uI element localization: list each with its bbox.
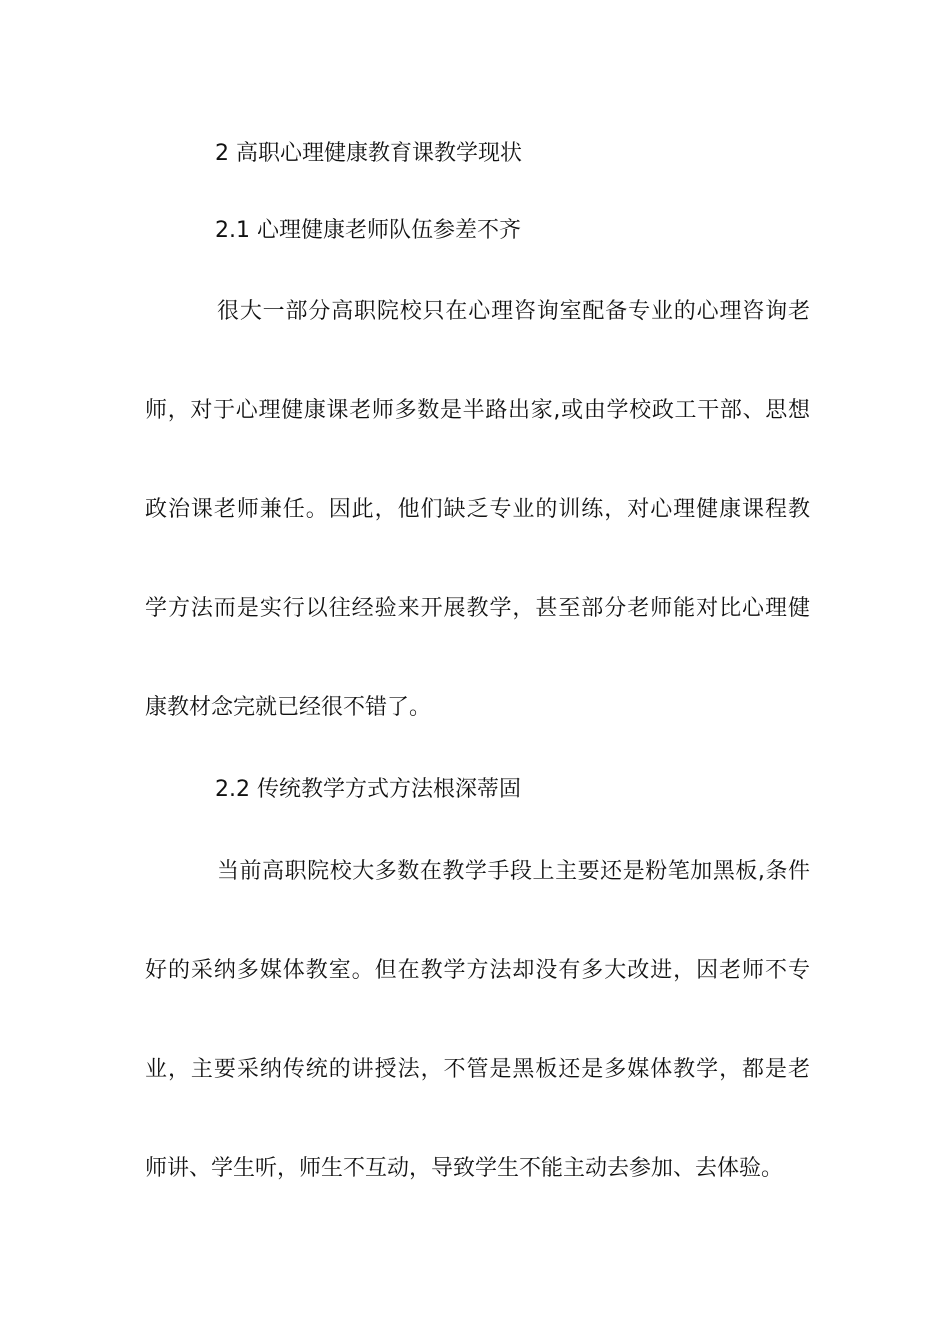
paragraph-line: 好的采纳多媒体教室。但在教学方法却没有多大改进，因老师不专 — [145, 958, 810, 983]
paragraph-2-2 — [145, 857, 810, 1253]
subsection-heading-2-1: 2.1 心理健康老师队伍参差不齐 — [215, 218, 521, 243]
section-heading-2: 2 高职心理健康教育课教学现状 — [215, 141, 522, 166]
paragraph-line: 师讲、学生听，师生不互动，导致学生不能主动去参加、去体验。 — [145, 1156, 784, 1181]
paragraph-line: 业，主要采纳传统的讲授法，不管是黑板还是多媒体教学，都是老 — [145, 1057, 810, 1082]
paragraph-line: 师，对于心理健康课老师多数是半路出家,或由学校政工干部、思想 — [145, 398, 810, 423]
subsection-heading-2-2: 2.2 传统教学方式方法根深蒂固 — [215, 777, 521, 802]
paragraph-line: 政治课老师兼任。因此，他们缺乏专业的训练，对心理健康课程教 — [145, 497, 810, 522]
paragraph-line: 很大一部分高职院校只在心理咨询室配备专业的心理咨询老 — [217, 299, 810, 324]
paragraph-line: 当前高职院校大多数在教学手段上主要还是粉笔加黑板,条件 — [217, 859, 810, 884]
paragraph-2-1 — [145, 297, 810, 792]
paragraph-line: 康教材念完就已经很不错了。 — [145, 695, 432, 720]
paragraph-line: 学方法而是实行以往经验来开展教学，甚至部分老师能对比心理健 — [145, 596, 810, 621]
